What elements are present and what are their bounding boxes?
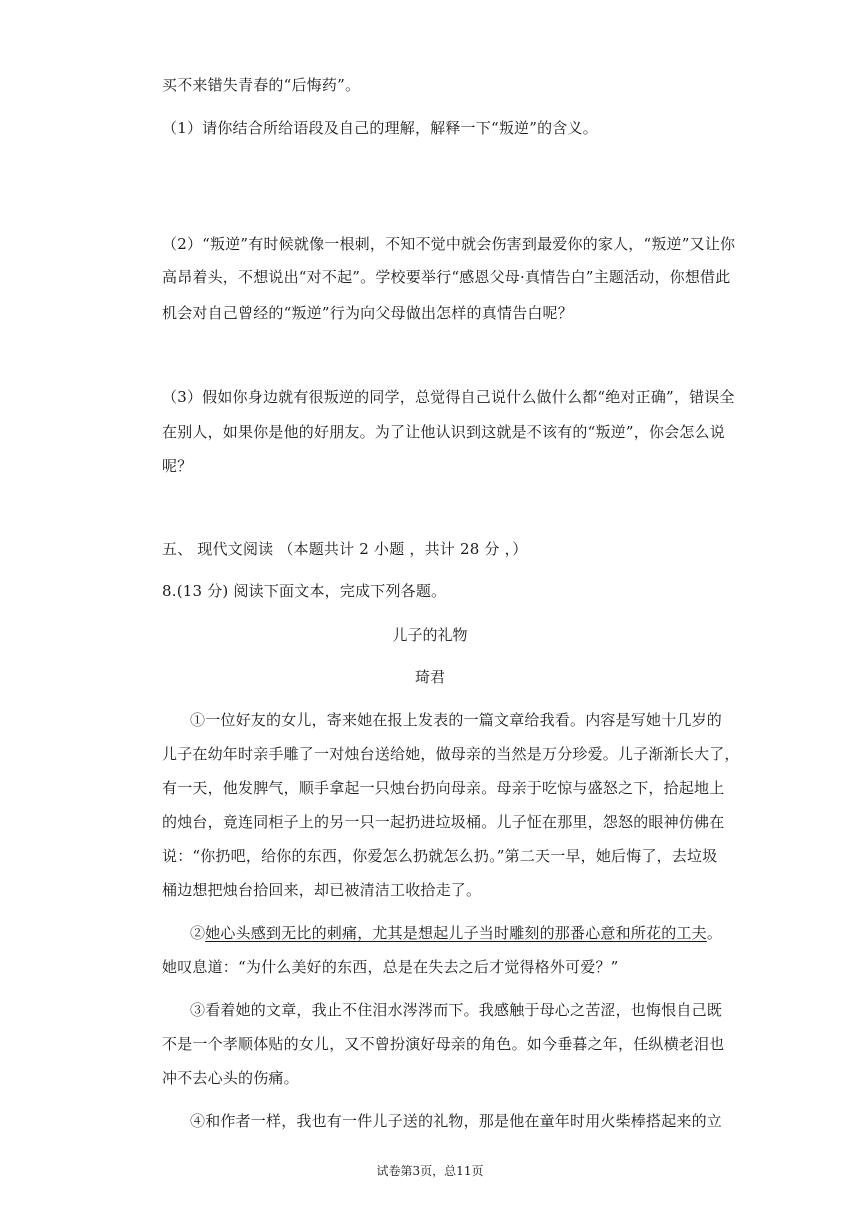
paragraph-1-line-3: 有一天，他发脾气，顺手拿起一只烛台扔向母亲。母亲于吃惊与盛怒之下，拾起地上 bbox=[162, 779, 725, 797]
underlined-sentence: 她心头感到无比的刺痛，尤其是想起儿子当时雕刻的那番心意和所花的工夫 bbox=[205, 924, 707, 942]
paragraph-1-line-1: ①一位好友的女儿，寄来她在报上发表的一篇文章给我看。内容是写她十几岁的 bbox=[190, 711, 723, 729]
question-8-heading: 8.(13 分) 阅读下面文本，完成下列各题。 bbox=[162, 582, 447, 600]
paragraph-2-line-1 bbox=[190, 922, 722, 943]
question-2-line-3: 机会对自己曾经的“叛逆”行为向父母做出怎样的真情告白呢？ bbox=[162, 304, 573, 322]
article-title: 儿子的礼物 bbox=[392, 626, 468, 644]
question-1: （1）请你结合所给语段及自己的理解，解释一下“叛逆”的含义。 bbox=[162, 119, 598, 137]
paragraph-2-number: ② bbox=[190, 924, 206, 942]
paragraph-1-line-5: 说：“你扔吧，给你的东西，你爱怎么扔就怎么扔。”第二天一早，她后悔了，去垃圾 bbox=[162, 847, 718, 865]
paragraph-1-line-6: 桶边想把烛台拾回来，却已被清洁工收拾走了。 bbox=[162, 881, 482, 899]
paragraph-4-line-1: ④和作者一样，我也有一件儿子送的礼物，那是他在童年时用火柴棒搭起来的立 bbox=[190, 1112, 723, 1130]
paragraph-3-line-3: 冲不去心头的伤痛。 bbox=[162, 1069, 299, 1087]
section-heading: 五、 现代文阅读 （本题共计 2 小题 ，共计 28 分 ，） bbox=[162, 540, 528, 558]
article-author: 琦君 bbox=[414, 668, 445, 686]
question-3-line-3: 呢？ bbox=[162, 457, 193, 475]
question-3-line-2: 在别人，如果你是他的好朋友。为了让他认识到这就是不该有的“叛逆”，你会怎么说 bbox=[162, 423, 725, 441]
paragraph-3-line-2: 不是一个孝顺体贴的女儿，又不曾扮演好母亲的角色。如今垂暮之年，任纵横老泪也 bbox=[162, 1035, 725, 1053]
paragraph-1-line-4: 的烛台，竟连同柜子上的另一只一起扔进垃圾桶。儿子怔在那里，怨怒的眼神仿佛在 bbox=[162, 813, 725, 831]
question-2-line-2: 高昂着头，不想说出“对不起”。学校要举行“感恩父母·真情告白”主题活动，你想借此 bbox=[162, 268, 731, 286]
page-footer: 试卷第3页，总11页 bbox=[376, 1164, 484, 1178]
paragraph-3-line-1: ③看着她的文章，我止不住泪水涔涔而下。我感触于母心之苦涩，也悔恨自己既 bbox=[190, 1001, 723, 1019]
paragraph-2-line-2: 她叹息道：“为什么美好的东西，总是在失去之后才觉得格外可爱？” bbox=[162, 958, 619, 976]
question-2-line-1: （2）“叛逆”有时候就像一根刺，不知不觉中就会伤害到最爱你的家人，“叛逆”又让你 bbox=[162, 235, 736, 253]
question-3-line-1: （3）假如你身边就有很叛逆的同学，总觉得自己说什么做什么都“绝对正确”，错误全 bbox=[162, 388, 735, 406]
text-line: 买不来错失青春的“后悔药”。 bbox=[162, 76, 361, 94]
paragraph-2-punct: 。 bbox=[706, 924, 723, 942]
paragraph-1-line-2: 儿子在幼年时亲手雕了一对烛台送给她，做母亲的当然是万分珍爱。儿子渐渐长大了， bbox=[162, 745, 740, 763]
